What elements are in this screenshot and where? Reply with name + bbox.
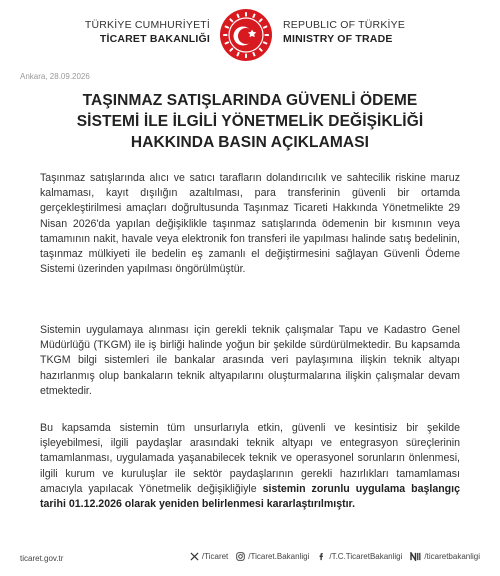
instagram-icon [236, 552, 245, 561]
website-link[interactable]: ticaret.gov.tr [20, 554, 64, 563]
social-links [190, 552, 480, 561]
nsosyal-link[interactable] [410, 552, 480, 561]
page-header [0, 6, 500, 62]
paragraph-3-bold-text: sistemin zorunlu uygulama başlangıç tarihi 01.12.2026 olarak yeniden belirlenmesi kararlaştırılmıştır. [40, 482, 460, 511]
facebook-icon [317, 552, 326, 561]
body-paragraph-3 [40, 421, 460, 512]
title-line-3: HAKKINDA BASIN AÇIKLAMASI [130, 134, 370, 151]
ministry-emblem-icon [219, 8, 273, 62]
page-footer [20, 552, 480, 566]
header-en-line1: REPUBLIC OF TÜRKİYE [283, 19, 406, 31]
title-line-1: TAŞINMAZ SATIŞLARINDA GÜVENLİ ÖDEME [82, 92, 418, 109]
body-paragraph-2: Sistemin uygulamaya alınması için gerekli teknik çalışmalar Tapu ve Kadastro Genel Müdürlüğü (TKGM) ile iş birliği halinde yoğun bir şekilde sürdürülmektedir. Bu kapsamda TKGM bilgi sistemleri ile bankalar arasında veri paylaşımına ilişkin teknik altyapı hazırlanmış olup bankaların teknik altyapılarını oluşturmalarına ilişkin çalışmalar devam etmektedir. [40, 324, 460, 397]
header-english [283, 18, 443, 46]
body-paragraph-1: Taşınmaz satışlarında alıcı ve satıcı tarafların dolandırıcılık ve sahtecilik riskine maruz kalmaması, kayıt dışılığın azaltılması, para transferinin güvenli bir ortamda gerçekleştirilmesi amaçları doğrultusunda Taşınmaz Ticareti Hakkında Yönetmelikte 29 Nisan 2026'da yapılan değişiklikle taşınmaz satışlarında ödemenin bir kısmının veya tamamının nakit, havale veya elektronik fon transferi ile yapılması halinde satış bedelinin, taşınmaz mülkiyeti ile bedelin eş zamanlı el değiştirmesini sağlayan Güvenli Ödeme Sistemi üzerinden yapılması öngörülmüştür. [40, 172, 460, 276]
facebook-link[interactable] [317, 552, 402, 561]
release-date: Ankara, 28.09.2026 [20, 72, 90, 81]
header-tr-line2: TİCARET BAKANLIĞI [99, 33, 210, 45]
header-turkish [60, 18, 210, 46]
title-line-2: SİSTEMİ İLE İLGİLİ YÖNETMELİK DEĞİŞİKLİĞİ [76, 113, 424, 130]
x-icon [190, 552, 199, 561]
instagram-link[interactable] [236, 552, 309, 561]
facebook-handle: /T.C.TicaretBakanligi [329, 552, 403, 561]
nsosyal-handle: /ticaretbakanligi [424, 552, 480, 561]
header-tr-line1: TÜRKİYE CUMHURİYETİ [84, 19, 210, 31]
nsosyal-icon [410, 552, 421, 561]
x-link[interactable] [190, 552, 228, 561]
header-en-line2: MINISTRY OF TRADE [283, 33, 393, 45]
press-release-title [20, 90, 480, 153]
instagram-handle: /Ticaret.Bakanligi [248, 552, 310, 561]
paragraph-3-text: Bu kapsamda sistemin tüm unsurlarıyla etkin, güvenli ve kesintisiz bir şekilde işleyebilmesi, ilgili paydaşlar arasındaki teknik altyapı ve entegrasyon süreçlerinin tamamlanması, uygulamada yaşanabilecek teknik ve operasyonel sorunların önlenmesi, ilgili kurum ve kuruluşlar ile sektör paydaşlarının gerekli hazırlıkları tamamlaması amacıyla yapılacak Yönetmelik değişikliğiyle [40, 422, 460, 495]
x-handle: /Ticaret [201, 552, 229, 561]
